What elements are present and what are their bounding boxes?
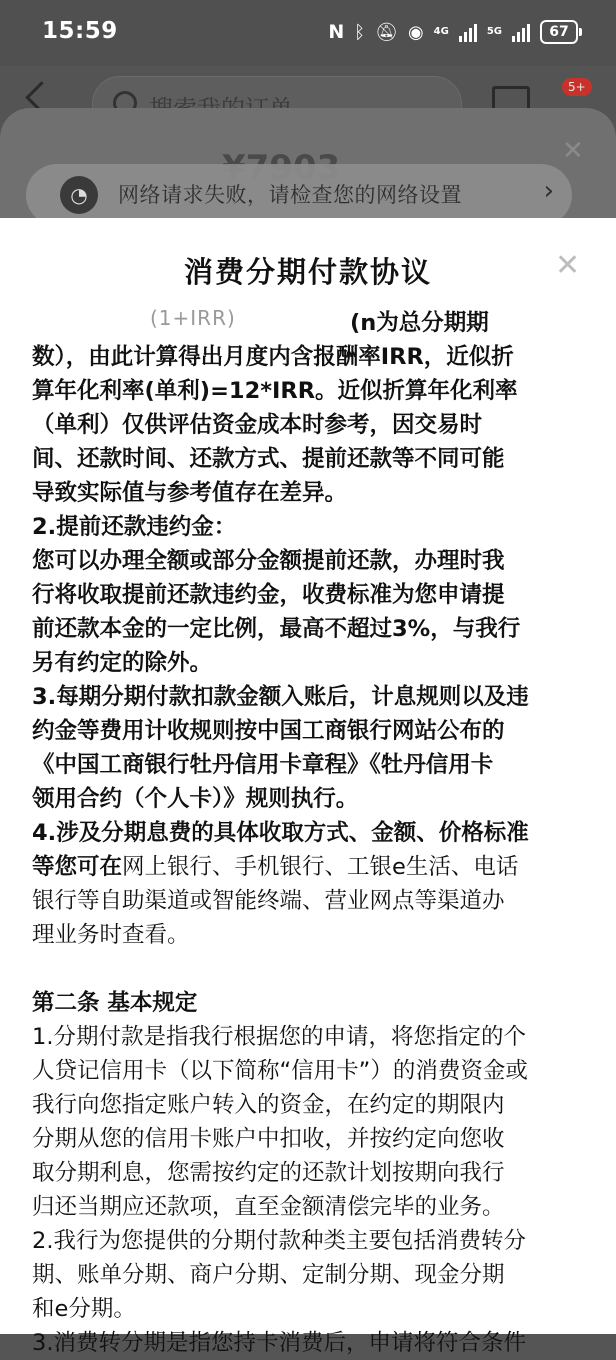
agreement-line xyxy=(32,850,588,884)
network-error-text: 网络请求失败，请检查您的网络设置 xyxy=(118,183,462,207)
agreement-body[interactable] xyxy=(32,306,588,1360)
agreement-line-text: 算年化利率(单利)=12*IRR。近似折算年化利率 xyxy=(32,378,518,404)
agreement-line-text: 分期从您的信用卡账户中扣收，并按约定向您收 xyxy=(32,1126,505,1152)
agreement-line-text: 期、账单分期、商户分期、定制分期、现金分期 xyxy=(32,1262,505,1288)
agreement-line xyxy=(32,1156,588,1190)
agreement-line-text: 数），由此计算得出月度内含报酬率IRR，近似折 xyxy=(32,344,514,370)
agreement-line xyxy=(32,952,588,986)
agreement-line xyxy=(32,510,588,544)
network-type-4g: 4G xyxy=(433,26,449,37)
agreement-line xyxy=(32,1020,588,1054)
agreement-line xyxy=(32,816,588,850)
agreement-line xyxy=(32,1122,588,1156)
agreement-line xyxy=(32,986,588,1020)
agreement-line xyxy=(32,544,588,578)
chevron-right-icon: › xyxy=(543,176,554,206)
agreement-line xyxy=(32,1224,588,1258)
agreement-line xyxy=(32,612,588,646)
signal-icon xyxy=(459,22,477,42)
agreement-line-text: 2.提前还款违约金： xyxy=(32,514,237,540)
agreement-line-text: 《中国工商银行牡丹信用卡章程》《牡丹信用卡 xyxy=(32,752,494,778)
agreement-line xyxy=(32,714,588,748)
agreement-line xyxy=(32,476,588,510)
close-icon[interactable]: ✕ xyxy=(555,248,581,283)
agreement-line xyxy=(32,408,588,442)
agreement-line-text: 间、还款时间、还款方式、提前还款等不同可能 xyxy=(32,446,505,472)
agreement-panel xyxy=(0,218,616,1356)
hotspot-icon: ◉ xyxy=(407,21,424,43)
agreement-line xyxy=(32,442,588,476)
status-time: 15:59 xyxy=(42,18,118,44)
network-icon: ◔ xyxy=(60,176,98,214)
agreement-line-text: 领用合约（个人卡）》规则执行。 xyxy=(32,786,359,812)
agreement-line xyxy=(32,306,588,340)
agreement-line xyxy=(32,680,588,714)
agreement-line-text: 理业务时查看。 xyxy=(32,922,190,948)
agreement-line xyxy=(32,374,588,408)
agreement-line-text: 第二条 基本规定 xyxy=(32,990,198,1016)
agreement-line xyxy=(32,578,588,612)
status-icons xyxy=(328,20,578,44)
mute-icon: 🔕︎ xyxy=(375,21,398,43)
agreement-line-text: (n为总分期期 xyxy=(350,310,489,336)
agreement-line xyxy=(32,1326,588,1360)
agreement-line xyxy=(32,748,588,782)
nfc-icon: N xyxy=(328,21,345,43)
agreement-line-text: 取分期利息，您需按约定的还款计划按期向我行 xyxy=(32,1160,505,1186)
agreement-line-text: 等您可在 xyxy=(32,854,123,880)
agreement-line-text: 另有约定的除外。 xyxy=(32,650,213,676)
message-badge: 5+ xyxy=(562,78,592,96)
status-bar xyxy=(0,0,616,66)
agreement-line-text: 我行向您指定账户转入的资金，在约定的期限内 xyxy=(32,1092,505,1118)
agreement-line-text: 您可以办理全额或部分金额提前还款，办理时我 xyxy=(32,548,505,574)
agreement-line-text: 导致实际值与参考值存在差异。 xyxy=(32,480,348,506)
network-error-banner[interactable] xyxy=(26,164,572,226)
agreement-line xyxy=(32,1190,588,1224)
agreement-line-text: 4.涉及分期息费的具体收取方式、金额、价格标准 xyxy=(32,820,529,846)
agreement-line-text: 2.我行为您提供的分期付款种类主要包括消费转分 xyxy=(32,1228,526,1254)
agreement-line-text: 人贷记信用卡（以下简称“信用卡”）的消费资金或 xyxy=(32,1058,528,1084)
battery-indicator: 67 xyxy=(540,20,578,44)
agreement-line xyxy=(32,1292,588,1326)
agreement-line xyxy=(32,646,588,680)
agreement-line xyxy=(32,1054,588,1088)
signal-icon-2 xyxy=(512,22,530,42)
background-close-icon[interactable]: ✕ xyxy=(562,136,584,166)
agreement-line-text: 1.分期付款是指我行根据您的申请，将您指定的个 xyxy=(32,1024,526,1050)
agreement-line-text: （单利）仅供评估资金成本时参考，因交易时 xyxy=(32,412,483,438)
agreement-line xyxy=(32,1088,588,1122)
formula-fragment: (1+IRR) xyxy=(150,306,236,330)
agreement-line-text: 行将收取提前还款违约金，收费标准为您申请提 xyxy=(32,582,505,608)
agreement-line-text: 归还当期应还款项，直至金额清偿完毕的业务。 xyxy=(32,1194,505,1220)
agreement-line xyxy=(32,884,588,918)
agreement-line xyxy=(32,918,588,952)
agreement-line-text: 和e分期。 xyxy=(32,1296,136,1322)
agreement-line-text: 前还款本金的一定比例，最高不超过3%，与我行 xyxy=(32,616,521,642)
agreement-line-text: 3.每期分期付款扣款金额入账后，计息规则以及违 xyxy=(32,684,529,710)
agreement-line-text: 约金等费用计收规则按中国工商银行网站公布的 xyxy=(32,718,505,744)
network-type-5g: 5G xyxy=(486,26,502,37)
bluetooth-icon: ᛒ xyxy=(354,21,366,43)
agreement-line xyxy=(32,782,588,816)
agreement-line-text: 银行等自助渠道或智能终端、营业网点等渠道办 xyxy=(32,888,505,914)
agreement-line xyxy=(32,1258,588,1292)
agreement-line-text: 网上银行、手机银行、工银e生活、电话 xyxy=(122,854,519,880)
agreement-line xyxy=(32,340,588,374)
agreement-line-text: 3.消费转分期是指您持卡消费后，申请将符合条件 xyxy=(32,1330,526,1356)
agreement-title: 消费分期付款协议 xyxy=(183,255,432,289)
